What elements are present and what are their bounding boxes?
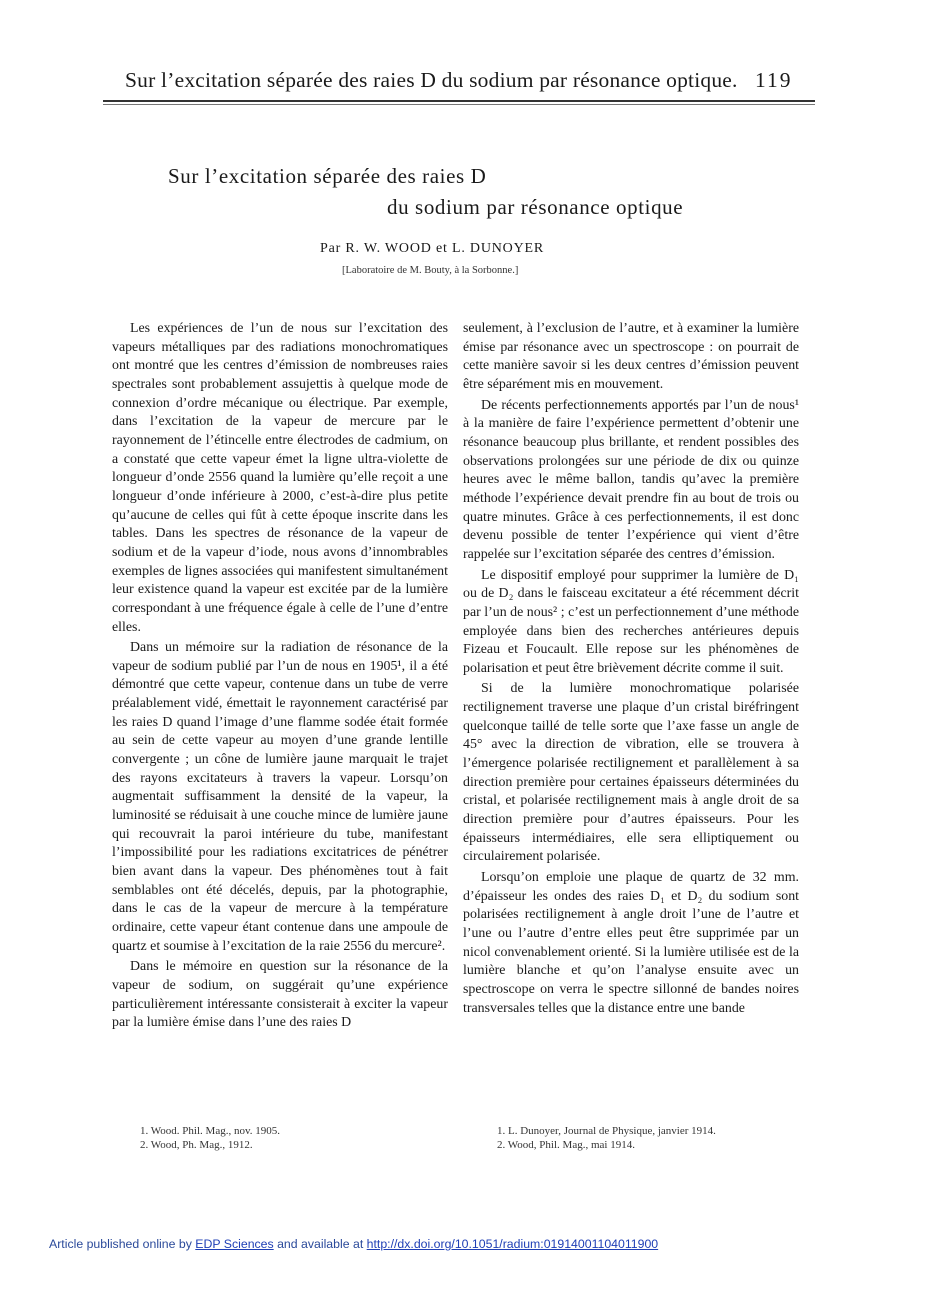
paragraph: Dans un mémoire sur la radiation de résonance de la vapeur de sodium publié par l’un de nous en 1905¹, il a été démontré que cette vapeur, contenue dans un tube de verre préalablement vidé, émettait le rayonnement caractérisé par les raies D quand l’image d’une flamme sodée était formée au sein de cette vapeur au moyen d’une grande lentille convergente ; un cône de lumière jaune marquait le trajet des rayons excitateurs à travers la vapeur. Lorsqu’on augmentait suffisamment la densité de la vapeur, la luminosité se réduisait à une couche mince de lumière jaune qui recouvrait la paroi intérieure du tube, manifestant l’impossibilité pour les radiations excitatrices de pénétrer bien avant dans la vapeur. Des phénomènes tout à fait semblables ont été décelés, depuis, par la photographie, dans le cas de la vapeur de mercure à la température ordinaire, cette vapeur étant contenue dans une ampoule de quartz et soumise à l’excitation de la raie 2556 du mercure². [112,640,448,954]
paragraph: Lorsqu’on emploie une plaque de quartz de 32 mm. d’épaisseur les ondes des raies D₁ et D₂ du sodium sont polarisées rectilignement à angle droit l’une de l’autre et l’une ou l’autre d’entre elles peut être supprimée par un nicol convenablement orienté. Si la lumière utilisée est de la lumière blanche et qu’on l’analyse ensuite avec un spectroscope on verra le spectre sillonné de bandes noires transversales telles que la distance entre une bande [463,870,799,1016]
paragraph: seulement, à l’exclusion de l’autre, et à examiner la lumière émise par résonance avec un spectroscope : on pourrait de cette manière savoir si les deux centres d’émission peuvent être séparément mis en mouvement. [463,321,799,392]
paragraph: Dans le mémoire en question sur la résonance de la vapeur de sodium, on suggérait qu’une expérience particulièrement intéressante consisterait à exciter la vapeur par la lumière émise dans l’une des raies D [112,959,448,1031]
right-footnotes [497,1124,833,1152]
running-head-title: Sur l’excitation séparée des raies D du sodium par résonance optique. [125,68,738,92]
paragraph: Les expériences de l’un de nous sur l’excitation des vapeurs métalliques par des radiations monochromatiques ont montré que les centres d’émission de nombreuses raies spectrales sont probablement assujettis à quelque mode de connexion d’ordre mécanique ou électrique. Par exemple, dans l’excitation de la vapeur de mercure par le rayonnement de l’étincelle entre électrodes de cadmium, on a constaté que cette vapeur émet la ligne ultra-violette de longueur d’onde 2556 quand la lumière qu’elle reçoit a une longueur d’onde inférieure à 2000, c’est-à-dire plus petite qu’aucune de celles qui fût à cette époque inscrite dans les tables. Dans les spectres de résonance de la vapeur de sodium et de la vapeur d’iode, nous avons d’innombrables exemples de lignes associées qui manifestent simultanément leur existence quand la vapeur est excitée par de la lumière correspondant à une fréquence égale à celle de l’une d’entre elles. [112,321,448,635]
page-number: 119 [755,68,793,92]
article-authors: Par R. W. WOOD et L. DUNOYER [320,241,544,256]
running-head [0,68,930,98]
footnote: 1. L. Dunoyer, Journal de Physique, janvier 1914. [497,1125,716,1137]
article-affiliation: [Laboratoire de M. Bouty, à la Sorbonne.] [342,265,519,276]
left-footnotes [140,1124,476,1152]
footnote: 2. Wood, Ph. Mag., 1912. [140,1139,253,1151]
publisher-link[interactable]: EDP Sciences [195,1237,274,1251]
publisher-middle: and available at [273,1237,367,1251]
publisher-prefix: Article published online by [49,1237,196,1251]
header-rule [103,100,815,105]
footnote: 2. Wood, Phil. Mag., mai 1914. [497,1139,635,1151]
right-column [463,320,799,1125]
left-column [112,320,448,1125]
article-title-line-2: du sodium par résonance optique [387,195,684,219]
paragraph: Si de la lumière monochromatique polarisée rectilignement traverse une plaque d’un cristal biréfringent quelconque taillé de telle sorte que l’axe fasse un angle de 45° avec la direction de vibration, elle se trouvera à l’émergence polarisée rectilignement et parallèlement à sa direction première pour certaines épaisseurs déterminées du cristal, et polarisée rectilignement mais à angle droit de sa direction première pour d’autres épaisseurs. Pour les épaisseurs intermédiaires, elle sera elliptiquement ou circulairement polarisée. [463,681,799,865]
paragraph: Le dispositif employé pour supprimer la lumière de D₁ ou de D₂ dans le faisceau excitateur a été récemment décrit par l’un de nous² ; c’est un perfectionnement d’une méthode employée dans bien des recherches antérieures depuis Fizeau et Foucault. Elle repose sur les phénomènes de polarisation et peut être brièvement décrite comme il suit. [463,567,799,676]
article-title-line-1: Sur l’excitation séparée des raies D [168,164,487,188]
doi-link[interactable]: http://dx.doi.org/10.1051/radium:01914001104011900 [366,1237,659,1251]
footnote: 1. Wood. Phil. Mag., nov. 1905. [140,1125,280,1137]
paragraph: De récents perfectionnements apportés par l’un de nous¹ à la manière de faire l’expérience permettent d’obtenir une résonance beaucoup plus brillante, et rendent possibles des observations prolongées sur une période de dix ou quinze heures avec le même ballon, tandis qu’avec la première méthode l’expérience devait prendre fin au bout de trois ou quatre minutes. Grâce à ces perfectionnements, il est donc devenu possible de tenter l’expérience qui vient d’être rappelée sur l’excitation séparée des centres d’émission. [463,397,799,562]
publisher-line [49,1237,658,1251]
